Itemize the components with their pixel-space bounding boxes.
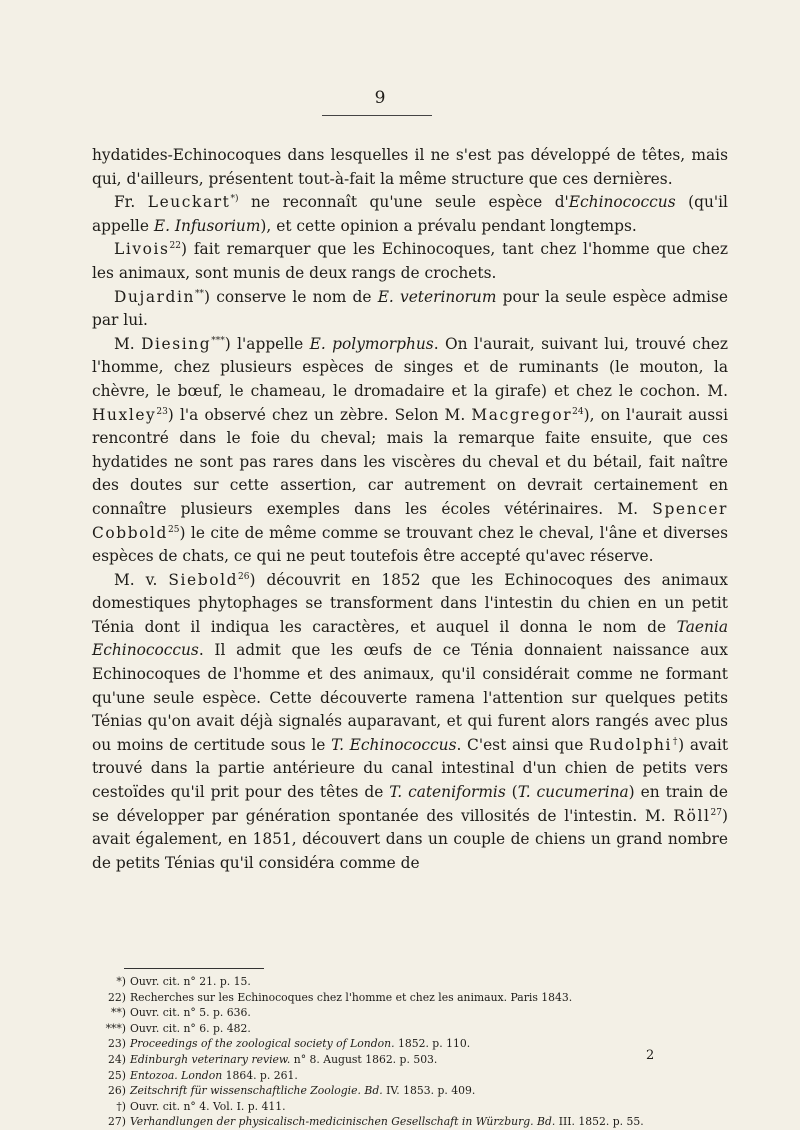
author-name: Spencer Cobbold	[92, 499, 728, 542]
author-name: Diesing	[141, 334, 212, 353]
text-run: ) en train de se développer par génération spontanée des villosités de l'intestin. M.	[92, 783, 729, 825]
footnote	[104, 1083, 724, 1099]
footnote	[104, 1114, 724, 1130]
sheet-signature: 2	[646, 1048, 655, 1063]
text-run: . On l'aurait, suivant lui, trouvé chez l'homme, chez plusieurs espèces de singes et de ruminants (le mouton, la chèvre, le bœuf, le chameau, le dromadaire et la girafe) et chez le cochon. M.	[92, 334, 729, 400]
main-text	[92, 144, 728, 875]
footnote-title: Zeitschrift für wissenschaftliche Zoologie. Bd.	[130, 1084, 383, 1098]
footnotes	[104, 974, 724, 1130]
footnote-text: 1864. p. 261.	[222, 1068, 298, 1082]
footnote-mark: 25)	[108, 1068, 126, 1082]
footnote-ref: 26	[238, 571, 250, 582]
footnote	[104, 1005, 724, 1021]
footnote-mark: 22)	[108, 990, 126, 1004]
author-name: Livois	[114, 240, 170, 259]
text-run: pour la seule espèce admise par lui.	[92, 287, 728, 330]
footnote-title: Edinburgh veterinary review.	[130, 1052, 291, 1066]
footnote-ref: ***	[211, 335, 225, 346]
taxon-name: E. polymorphus	[309, 334, 434, 353]
text-run: M. v.	[114, 570, 169, 589]
footnote-rule	[124, 968, 264, 969]
author-name: Dujardin	[114, 287, 196, 306]
footnote	[104, 1021, 724, 1037]
paragraph-2: Fr. Leuckart*) ne reconnaît qu'une seule espèce d'Echinococcus (qu'il appelle E. Infusorium), et cette opinion a prévalu pendant longtemps.	[92, 193, 728, 235]
taxon-name: T. Echinococcus	[331, 735, 457, 754]
author-name: Leuckart	[147, 193, 231, 212]
footnote-title: Proceedings of the zoological society of London.	[130, 1037, 395, 1051]
footnote	[104, 1052, 724, 1068]
footnote-title: Entozoa. London	[130, 1068, 223, 1082]
text-run: ) avait également, en 1851, découvert dans un couple de chiens un grand nombre de petits Ténias qu'il considéra comme de	[92, 806, 728, 872]
paragraph-3	[92, 238, 728, 285]
footnote-mark: †)	[116, 1099, 126, 1113]
footnote	[104, 990, 724, 1006]
text-run: ne reconnaît qu'une seule espèce d'	[238, 193, 569, 212]
footnote	[104, 1099, 724, 1115]
footnote-text: Recherches sur les Echinocoques chez l'homme et chez les animaux. Paris 1843.	[130, 990, 573, 1004]
footnote-mark: 26)	[108, 1084, 126, 1098]
footnote-ref: 23	[156, 406, 168, 417]
taxon-name: E. veterinorum	[377, 287, 497, 306]
footnote-mark: 23)	[108, 1037, 126, 1051]
footnote-title: Verhandlungen der physicalisch-medicinischen Gesellschaft in Würzburg. Bd.	[130, 1115, 556, 1129]
author-name: Siebold	[168, 570, 239, 589]
text-run: . C'est ainsi que	[456, 735, 590, 754]
text-run: ) conserve le nom de	[204, 287, 378, 306]
text-run: ) l'appelle	[224, 334, 310, 353]
paragraph-text: hydatides-Echinocoques dans lesquelles il ne s'est pas développé de têtes, mais qui, d'ailleurs, présentent tout-à-fait la même structure que ces dernières.	[92, 146, 728, 188]
text-run: (	[505, 783, 518, 802]
taxon-name: Taenia Echinococcus	[92, 617, 728, 660]
footnote-text: n° 8. August 1862. p. 503.	[290, 1052, 438, 1066]
paragraph-4	[92, 286, 728, 333]
footnote-text: Ouvr. cit. n° 6. p. 482.	[130, 1021, 251, 1035]
author-name: Huxley	[92, 405, 157, 424]
footnote-text: Ouvr. cit. n° 21. p. 15.	[130, 975, 251, 988]
footnote	[104, 974, 724, 990]
footnote-ref: 25	[168, 524, 180, 535]
footnote-mark: ***)	[105, 1021, 126, 1035]
footnote-ref: 22	[169, 241, 181, 252]
author-name: Macgregor	[471, 405, 573, 424]
paragraph-6	[92, 569, 728, 876]
text-run: ), on l'aurait aussi rencontré dans le foie du cheval; mais la remarque faite ensuite, que ces hydatides ne sont pas rares dans les viscères du cheval et du bétail, fait naître des doutes sur cette assertion, car autrement on devrait certainement en connaître plusieurs exemples dans les écoles vétérinaires. M.	[92, 405, 728, 518]
text-run: ), et cette opinion a prévalu pendant longtemps.	[260, 216, 637, 235]
footnote-text: III. 1852. p. 55.	[555, 1115, 644, 1129]
footnote-text: Ouvr. cit. n° 5. p. 636.	[130, 1006, 251, 1020]
footnote-ref: 24	[572, 406, 584, 417]
footnote	[104, 1036, 724, 1052]
page-number: 9	[374, 88, 386, 108]
footnote-ref: **	[195, 288, 205, 299]
footnote-mark: 24)	[108, 1052, 126, 1066]
text-run: ) avait trouvé dans la partie antérieure du canal intestinal d'un chien de petits vers cestoïdes qu'il prit pour des têtes de	[92, 735, 728, 802]
footnote-mark: **)	[110, 1006, 126, 1020]
footnote-ref: *)	[230, 194, 239, 205]
footnote-mark: *)	[116, 975, 126, 988]
author-name: Röll	[673, 806, 711, 825]
text-run: . Il admit que les œufs de ce Ténia donnaient naissance aux Echinocoques de l'homme et des animaux, qu'il considérait comme ne formant qu'une seule espèce. Cette découverte ramena l'attention sur quelques petits Ténias qu'on avait déjà signalés auparavant, et qui furent alors rangés avec plus ou moins de certitude sous le	[92, 641, 728, 754]
footnote-text: Ouvr. cit. n° 4. Vol. I. p. 411.	[130, 1099, 286, 1113]
page-number-rule	[322, 115, 432, 116]
text-run: ) le cite de même comme se trouvant chez le cheval, l'âne et diverses espèces de chats, ce qui ne peut toutefois être accepté qu'avec réserve.	[92, 523, 728, 566]
taxon-name: T. cateniformis	[389, 783, 506, 802]
text-run: ) découvrit en 1852 que les Echinocoques des animaux domestiques phytophages se transforment dans l'intestin du chien en un petit Ténia dont il indiqua les caractères, et auquel il donna le nom de	[92, 570, 728, 636]
author-name: Rudolphi	[589, 735, 673, 754]
footnote-ref: 27	[710, 807, 722, 818]
paragraph-1	[92, 144, 728, 191]
paragraph-5: M. Diesing***) l'appelle E. polymorphus. On l'aurait, suivant lui, trouvé chez l'homme, chez plusieurs espèces de singes et de ruminants (le mouton, la chèvre, le bœuf, le chameau, le dromadaire et la girafe) et chez le cochon. M. Huxley$^{23}$) l'a observé chez un zèbre. Selon M. Macgregor$^{24}$), on l'aurait aussi rencontré dans le foie du cheval; mais la remarque faite ensuite, que ces hydatides ne sont pas rares dans les viscères du cheval et du bétail, fait naître des doutes sur cette assertion, car autrement on devrait certainement en connaître plusieurs exemples dans les écoles vétérinaires. M. Spencer Cobbold$^{25}$) le cite de même comme se trouvant chez le cheval, l'âne et diverses espèces de chats, ce qui ne peut toutefois être accepté qu'avec réserve.	[92, 334, 729, 566]
taxon-name: E. Infusorium	[153, 216, 261, 235]
taxon-name: Echinococcus	[568, 193, 676, 212]
footnote-text: IV. 1853. p. 409.	[382, 1084, 476, 1098]
text-run: ) l'a observé chez un zèbre. Selon M.	[167, 405, 472, 424]
text-run: (qu'il appelle	[92, 193, 728, 235]
text-run: ) fait remarquer que les Echinocoques, tant chez l'homme que chez les animaux, sont munis de deux rangs de crochets.	[92, 240, 728, 282]
footnote-text: 1852. p. 110.	[394, 1037, 471, 1051]
footnote-ref: †	[672, 736, 679, 747]
taxon-name: T. cucumerina	[517, 783, 629, 802]
footnote-mark: 27)	[108, 1115, 126, 1129]
